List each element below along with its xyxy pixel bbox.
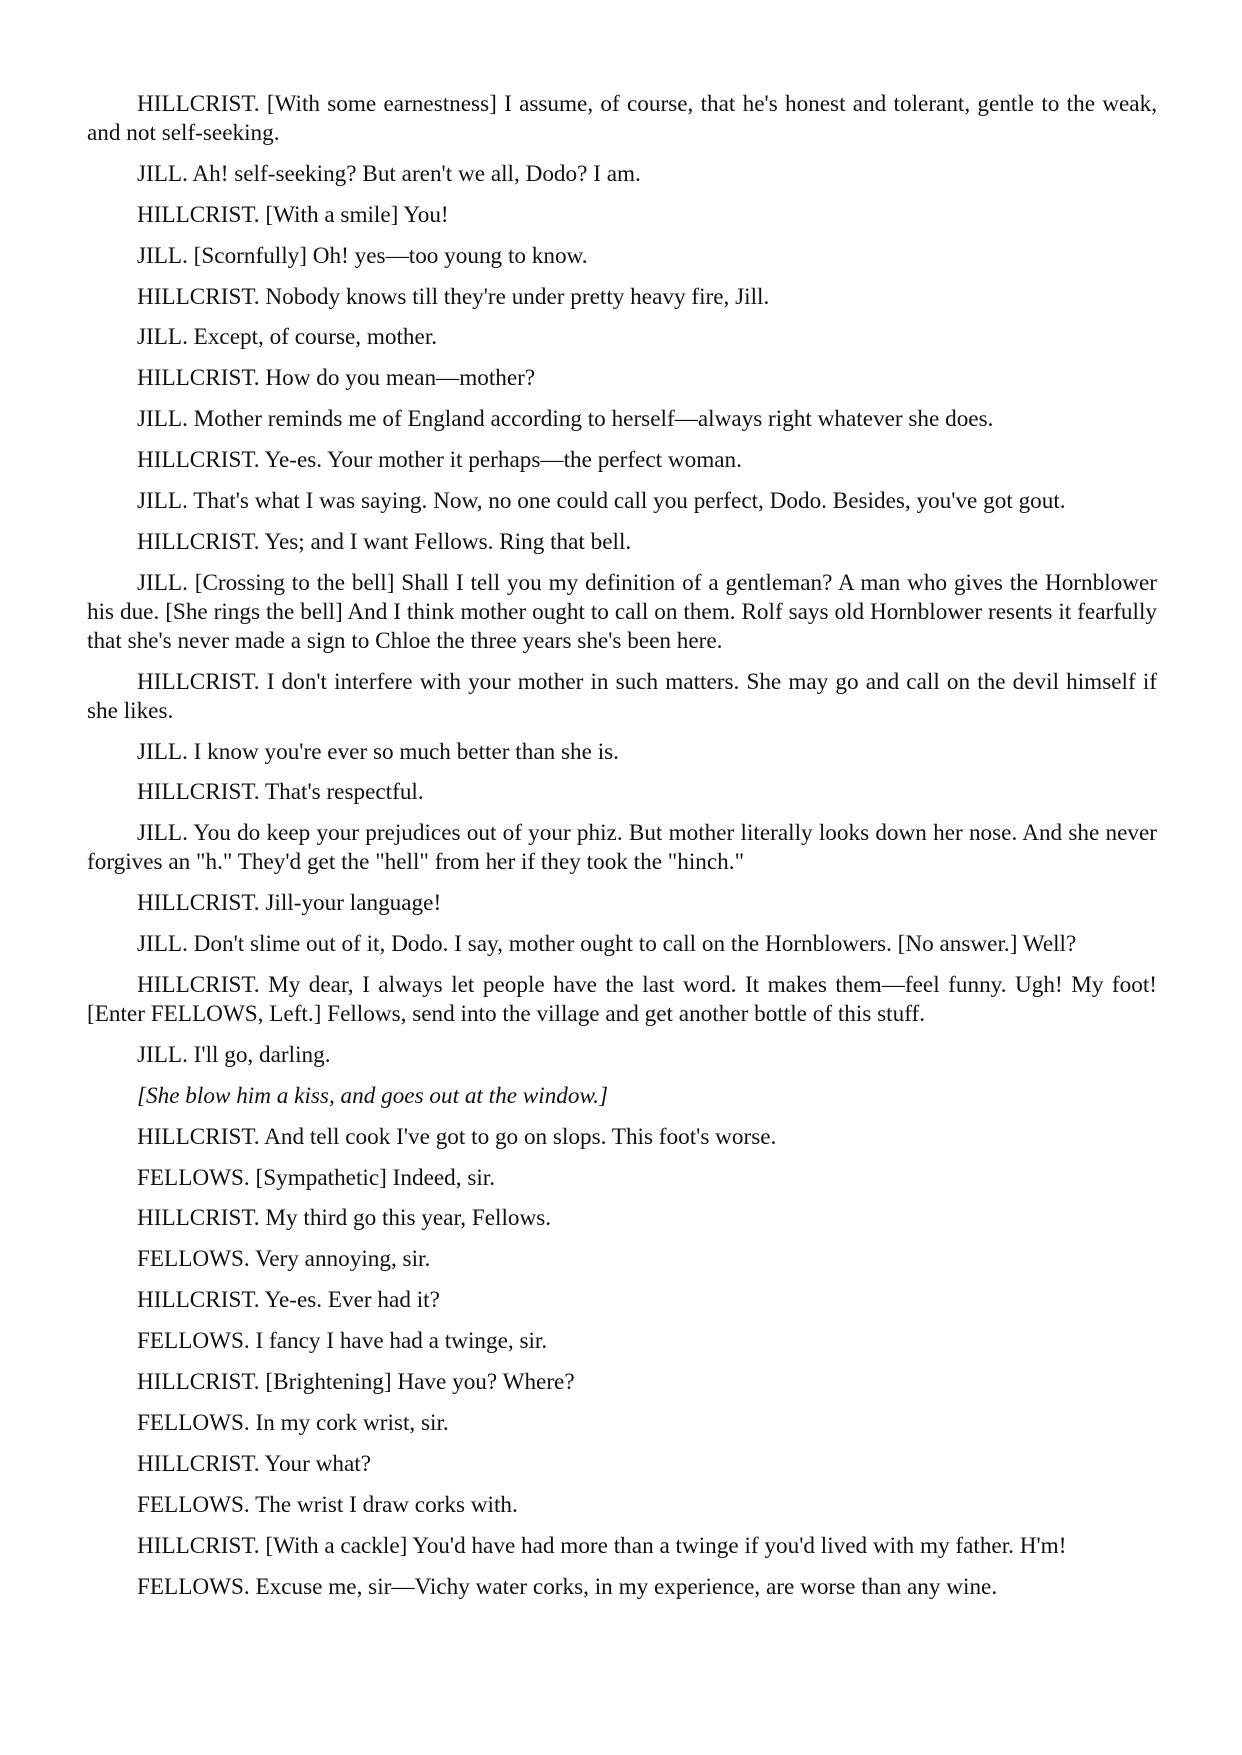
dialogue-paragraph: JILL. Don't slime out of it, Dodo. I say, mother ought to call on the Hornblowers. [No answer.] Well? (137, 931, 1077, 958)
document-page (87, 90, 1157, 1613)
dialogue-paragraph: HILLCRIST. Ye-es. Your mother it perhaps—the perfect woman. (137, 447, 742, 474)
dialogue-paragraph: FELLOWS. The wrist I draw corks with. (137, 1491, 518, 1518)
dialogue-paragraph: JILL. [Crossing to the bell] Shall I tell you my definition of a gentleman? A man who gives the Hornblower his due. [She rings the bell] And I think mother ought to call on them. Rolf says old Hornblower resents it fearfully that she's never made a sign to Chloe the three years she's been here. (87, 569, 1157, 654)
dialogue-paragraph: HILLCRIST. Jill-your language! (137, 890, 442, 917)
stage-direction: [She blow him a kiss, and goes out at the window.] (137, 1082, 609, 1109)
dialogue-paragraph: FELLOWS. Excuse me, sir—Vichy water corks, in my experience, are worse than any wine. (137, 1573, 998, 1600)
dialogue-paragraph: HILLCRIST. [With a cackle] You'd have had more than a twinge if you'd lived with my father. H'm! (137, 1532, 1067, 1559)
dialogue-paragraph: HILLCRIST. I don't interfere with your mother in such matters. She may go and call on the devil himself if she likes. (87, 668, 1157, 724)
dialogue-paragraph: HILLCRIST. And tell cook I've got to go on slops. This foot's worse. (137, 1123, 777, 1150)
dialogue-paragraph: HILLCRIST. Yes; and I want Fellows. Ring that bell. (137, 528, 632, 555)
dialogue-paragraph: HILLCRIST. Nobody knows till they're under pretty heavy fire, Jill. (137, 283, 770, 310)
dialogue-paragraph: FELLOWS. [Sympathetic] Indeed, sir. (137, 1164, 496, 1191)
dialogue-paragraph: HILLCRIST. [With a smile] You! (137, 201, 449, 228)
dialogue-paragraph: HILLCRIST. [Brightening] Have you? Where? (137, 1369, 575, 1396)
dialogue-paragraph: JILL. Mother reminds me of England according to herself—always right whatever she does. (137, 406, 994, 433)
dialogue-paragraph: HILLCRIST. My dear, I always let people have the last word. It makes them—feel funny. Ugh! My foot![Enter FELLOWS, Left.] Fellows, send into the village and get another bottle of this stuff. (87, 972, 1157, 1028)
dialogue-paragraph: FELLOWS. In my cork wrist, sir. (137, 1409, 449, 1436)
dialogue-paragraph: JILL. Except, of course, mother. (137, 324, 438, 351)
dialogue-paragraph: JILL. You do keep your prejudices out of your phiz. But mother literally looks down her nose. And she never forgives an "h." They'd get the "hell" from her if they took the "hinch." (87, 820, 1157, 876)
dialogue-paragraph: HILLCRIST. [With some earnestness] I assume, of course, that he's honest and tolerant, gentle to the weak, and not self-seeking. (87, 91, 1157, 146)
dialogue-paragraph: HILLCRIST. That's respectful. (137, 779, 424, 806)
dialogue-paragraph: HILLCRIST. Your what? (137, 1450, 372, 1477)
dialogue-paragraph: HILLCRIST. How do you mean—mother? (137, 365, 536, 392)
dialogue-paragraph: HILLCRIST. Ye-es. Ever had it? (137, 1287, 440, 1314)
dialogue-paragraph: HILLCRIST. My third go this year, Fellows. (137, 1205, 552, 1232)
dialogue-paragraph: FELLOWS. I fancy I have had a twinge, sir. (137, 1328, 548, 1355)
dialogue-paragraph: JILL. [Scornfully] Oh! yes—too young to know. (137, 242, 588, 269)
dialogue-paragraph: FELLOWS. Very annoying, sir. (137, 1246, 431, 1273)
dialogue-paragraph: JILL. Ah! self-seeking? But aren't we all, Dodo? I am. (137, 160, 641, 187)
dialogue-paragraph: JILL. That's what I was saying. Now, no one could call you perfect, Dodo. Besides, you've got gout. (137, 488, 1066, 515)
dialogue-paragraph: JILL. I know you're ever so much better than she is. (137, 738, 619, 765)
dialogue-paragraph: JILL. I'll go, darling. (137, 1041, 331, 1068)
